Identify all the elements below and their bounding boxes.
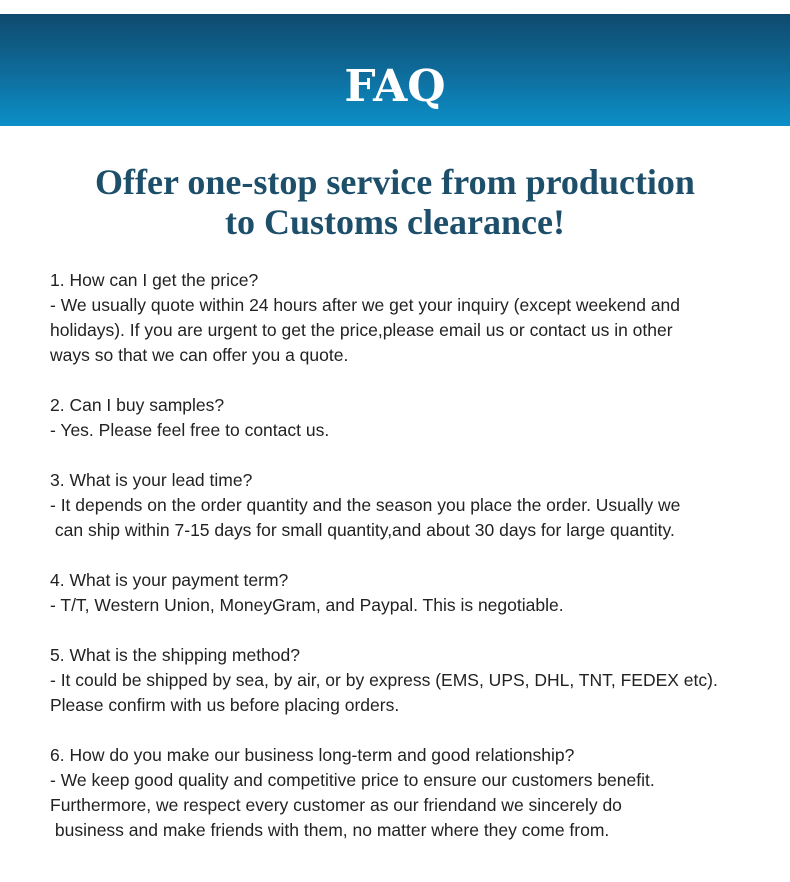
faq-item <box>50 468 750 543</box>
headline-line-2: to Customs clearance! <box>225 202 565 242</box>
faq-question: 3. What is your lead time? <box>50 470 253 490</box>
faq-list <box>50 268 750 868</box>
faq-answer-line: - Yes. Please feel free to contact us. <box>50 420 330 440</box>
faq-question: 2. Can I buy samples? <box>50 395 225 415</box>
faq-answer-line: Furthermore, we respect every customer as our friendand we sincerely do <box>50 795 622 815</box>
faq-item <box>50 393 750 443</box>
faq-answer-line: - It depends on the order quantity and the season you place the order. Usually we <box>50 495 681 515</box>
faq-answer-line: business and make friends with them, no matter where they come from. <box>50 820 610 840</box>
faq-answer-line: - It could be shipped by sea, by air, or by express (EMS, UPS, DHL, TNT, FEDEX etc). <box>50 670 718 690</box>
faq-question: 6. How do you make our business long-term and good relationship? <box>50 745 575 765</box>
faq-item <box>50 568 750 618</box>
faq-question: 5. What is the shipping method? <box>50 645 301 665</box>
faq-answer-line: can ship within 7-15 days for small quantity,and about 30 days for large quantity. <box>50 520 675 540</box>
faq-item <box>50 743 750 843</box>
faq-question: 1. How can I get the price? <box>50 270 259 290</box>
faq-item <box>50 268 750 368</box>
faq-question: 4. What is your payment term? <box>50 570 289 590</box>
faq-answer-line: holidays). If you are urgent to get the price,please email us or contact us in other <box>50 320 673 340</box>
faq-banner <box>0 14 790 126</box>
faq-answer-line: - We usually quote within 24 hours after we get your inquiry (except weekend and <box>50 295 681 315</box>
service-headline <box>0 162 790 242</box>
faq-answer-line: ways so that we can offer you a quote. <box>50 345 349 365</box>
faq-item <box>50 643 750 718</box>
headline-line-1: Offer one-stop service from production <box>95 162 695 202</box>
faq-answer-line: - T/T, Western Union, MoneyGram, and Paypal. This is negotiable. <box>50 595 564 615</box>
faq-answer-line: Please confirm with us before placing orders. <box>50 695 400 715</box>
faq-answer-line: - We keep good quality and competitive price to ensure our customers benefit. <box>50 770 655 790</box>
banner-title: FAQ <box>344 61 446 112</box>
